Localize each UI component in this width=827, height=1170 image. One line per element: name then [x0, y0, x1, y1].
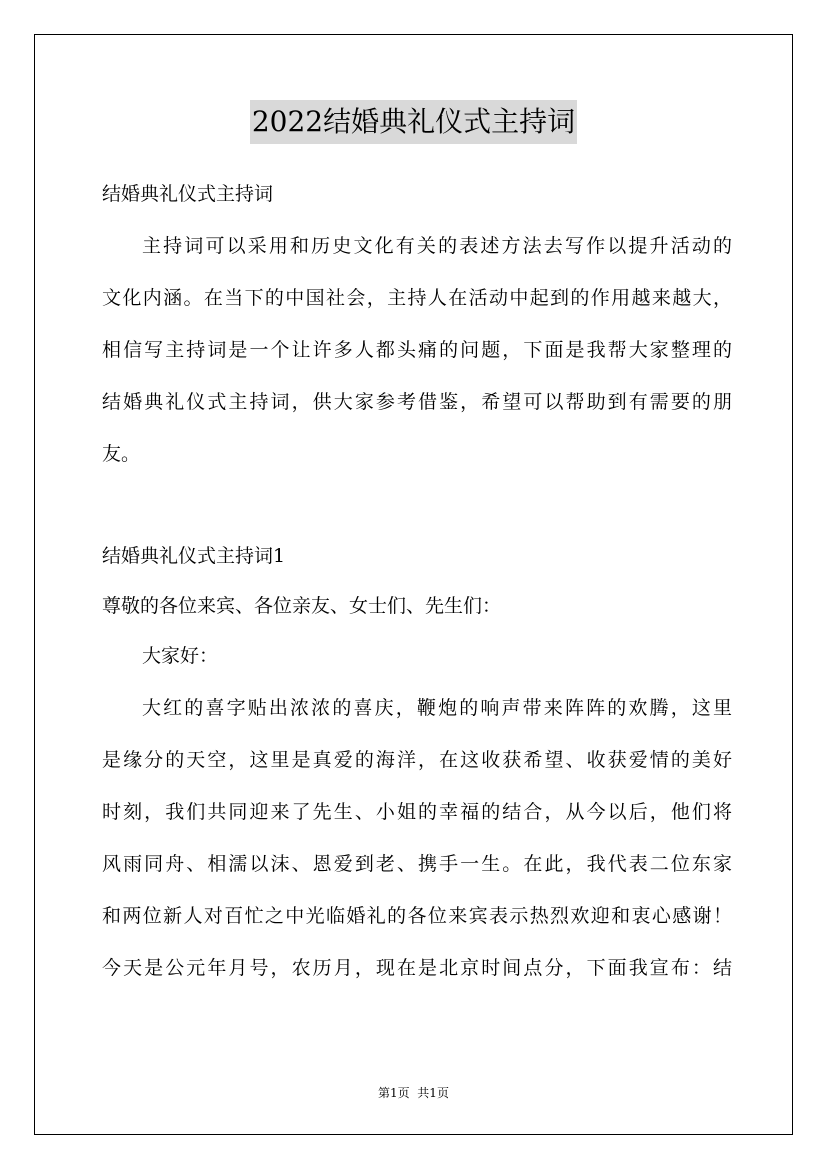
paragraph-line: 和两位新人对百忙之中光临婚礼的各位来宾表示热烈欢迎和衷心感谢！ — [102, 905, 732, 927]
document-body — [102, 168, 732, 994]
salutation: 尊敬的各位来宾、各位亲友、女士们、先生们： — [102, 595, 502, 617]
paragraph-line: 是缘分的天空，这里是真爱的海洋，在这收获希望、收获爱情的美好 — [102, 749, 732, 771]
paragraph-line: 大红的喜字贴出浓浓的喜庆，鞭炮的响声带来阵阵的欢腾，这里 — [142, 697, 732, 719]
page-footer — [0, 1084, 827, 1101]
paragraph-line: 时刻，我们共同迎来了先生、小姐的幸福的结合，从今以后，他们将 — [102, 801, 732, 823]
paragraph-line: 风雨同舟、相濡以沫、恩爱到老、携手一生。在此，我代表二位东家 — [102, 853, 732, 875]
document-title: 2022结婚典礼仪式主持词 — [250, 100, 577, 144]
section-heading: 结婚典礼仪式主持词 — [102, 183, 274, 205]
page-number: 第1页 共1页 — [378, 1086, 449, 1100]
paragraph-line: 主持词可以采用和历史文化有关的表述方法去写作以提升活动的 — [142, 235, 732, 257]
title-container — [0, 100, 827, 144]
paragraph-line: 结婚典礼仪式主持词，供大家参考借鉴，希望可以帮助到有需要的朋 — [102, 391, 732, 413]
paragraph-line: 友。 — [102, 443, 141, 465]
section-heading: 结婚典礼仪式主持词1 — [102, 545, 286, 567]
greeting: 大家好： — [142, 645, 219, 667]
paragraph-line: 文化内涵。在当下的中国社会，主持人在活动中起到的作用越来越大， — [102, 287, 732, 309]
paragraph-line: 相信写主持词是一个让许多人都头痛的问题，下面是我帮大家整理的 — [102, 339, 732, 361]
paragraph-line: 今天是公元年月号，农历月，现在是北京时间点分，下面我宣布：结 — [102, 957, 732, 979]
